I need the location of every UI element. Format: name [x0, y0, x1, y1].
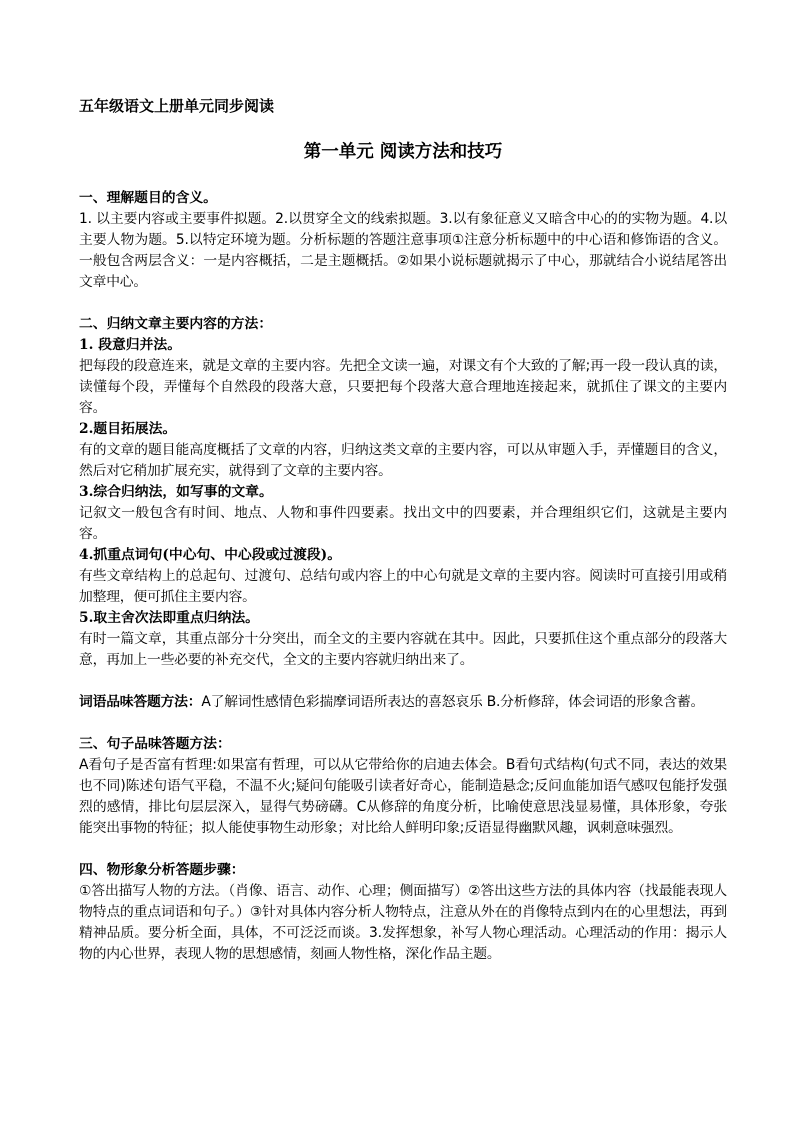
section-1-body: 1. 以主要内容或主要事件拟题。2.以贯穿全文的线索拟题。3.以有象征意义又暗含中心的的实物为题。4.以主要人物为题。5.以特定环境为题。分析标题的答题注意事项①注意分析标题中的中心语和修饰语的含义。一般包含两层含义：一是内容概括，二是主题概括。②如果小说标题就揭示了中心，那就结合小说结尾答出文章中心。 [79, 211, 727, 290]
section-4-body: ①答出描写人物的方法。（肖像、语言、动作、心理；侧面描写）②答出这些方法的具体内容（找最能表现人物特点的重点词语和句子。）③针对具体内容分析人物特点，注意从外在的肖像特点到内在的心里想法，再到精神品质。要分析全面，具体，不可泛泛而谈。3.发挥想象，补写人物心理活动。心理活动的作用：揭示人物的内心世界，表现人物的思想感情，刻画人物性格，深化作品主题。 [79, 883, 727, 962]
method-4-body: 有些文章结构上的总起句、过渡句、总结句或内容上的中心句就是文章的主要内容。阅读时可直接引用或稍加整理，便可抓住主要内容。 [79, 568, 727, 605]
section-1-heading: 一、理解题目的含义。 [79, 190, 217, 206]
method-1-title: 1. 段意归并法。 [79, 337, 181, 353]
document-page [79, 96, 727, 965]
method-5-body: 有时一篇文章，其重点部分十分突出，而全文的主要内容就在其中。因此，只要抓住这个重点部分的段落大意，再加上一些必要的补充交代，全文的主要内容就归纳出来了。 [79, 631, 727, 668]
method-3-title: 3.综合归纳法，如写事的文章。 [79, 484, 273, 500]
method-4-title: 4.抓重点词句(中心句、中心段或过渡段)。 [79, 547, 342, 563]
method-2-title: 2.题目拓展法。 [79, 421, 177, 437]
section-4-heading: 四、物形象分析答题步骤： [79, 862, 245, 878]
section-3-body: A看句子是否富有哲理:如果富有哲理，可以从它带给你的启迪去体会。B看句式结构(句式不同，表达的效果也不同)陈述句语气平稳，不温不火;疑问句能吸引读者好奇心，能制造悬念;反问血能加语气感叹包能抒发强烈的感情，排比句层层深入，显得气势磅礴。C从修辞的角度分析，比喻使意思浅显易懂，具体形象，夸张能突出事物的特征；拟人能使事物生动形象；对比给人鲜明印象;反语显得幽默风趣，讽刺意味强烈。 [79, 757, 727, 836]
word-method-body: A了解词性感情色彩揣摩词语所表达的喜怒哀乐 B.分析修辞，体会词语的形象含蓄。 [201, 694, 705, 710]
section-2-heading: 二、归纳文章主要内容的方法： [79, 316, 273, 332]
word-method-paragraph [79, 692, 727, 713]
method-1-body: 把每段的段意连来，就是文章的主要内容。先把全文读一遍，对课文有个大致的了解;再一段一段认真的读，读懂每个段，弄懂每个自然段的段落大意，只要把每个段落大意合理地连接起来，就抓住了课文的主要内容。 [79, 358, 727, 416]
method-3-body: 记叙文一般包含有时间、地点、人物和事件四要素。找出文中的四要素，并合理组织它们，这就是主要内容。 [79, 505, 727, 542]
method-5-title: 5.取主舍次法即重点归纳法。 [79, 610, 259, 626]
unit-title: 第一单元 阅读方法和技巧 [303, 142, 503, 162]
word-method-label: 词语品味答题方法： [79, 694, 202, 710]
document-title: 五年级语文上册单元同步阅读 [79, 97, 275, 115]
method-2-body: 有的文章的题目能高度概括了文章的内容，归纳这类文章的主要内容，可以从审题入手，弄懂题目的含义，然后对它稍加扩展充实，就得到了文章的主要内容。 [79, 442, 727, 479]
section-3-heading: 三、句子品味答题方法： [79, 736, 231, 752]
